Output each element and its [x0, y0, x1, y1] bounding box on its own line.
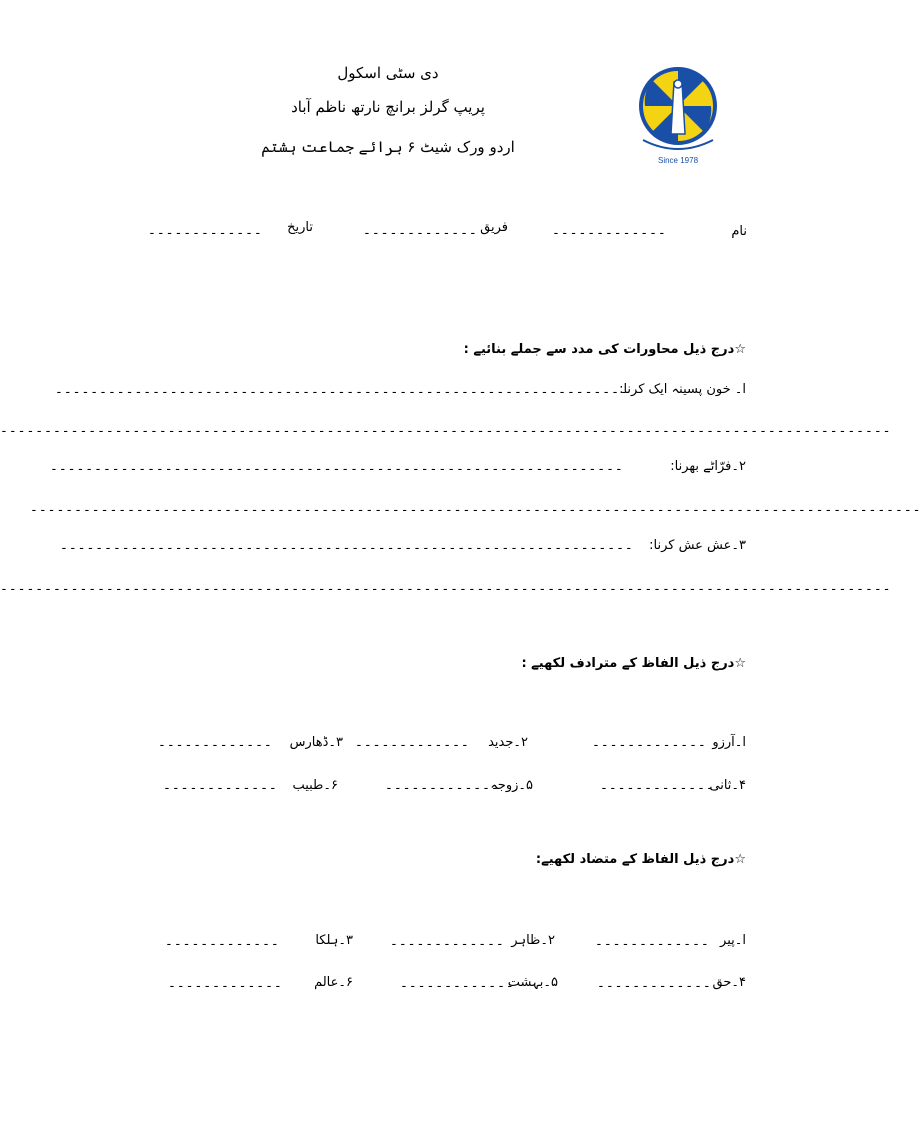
antonym-answer-5[interactable]: ------------- [400, 979, 515, 994]
synonym-word-1: ا۔آرزو [712, 735, 746, 750]
antonym-answer-2[interactable]: ------------- [390, 937, 505, 952]
synonym-word-5: ۵۔زوجہ [490, 778, 533, 793]
synonym-answer-2[interactable]: ------------- [355, 738, 470, 753]
school-logo [637, 62, 719, 172]
antonym-answer-4[interactable]: ------------- [597, 979, 712, 994]
synonym-answer-4[interactable]: ------------- [600, 781, 715, 796]
antonym-word-4: ۴۔حق [712, 975, 746, 990]
antonym-word-2: ۲۔ظاہر [511, 933, 555, 948]
name-label: نام [731, 224, 747, 239]
section-field[interactable]: ------------- [363, 226, 478, 241]
synonym-answer-1[interactable]: ------------- [592, 738, 707, 753]
synonym-word-6: ۶۔طبیب [292, 778, 338, 793]
antonym-answer-1[interactable]: ------------- [595, 937, 710, 952]
section1-heading: ☆درج ذیل محاورات کی مدد سے جملے بنائیے : [463, 342, 746, 357]
synonym-answer-6[interactable]: ------------- [163, 781, 278, 796]
branch-name: پریپ گرلز برانچ نارتھ ناظم آباد [291, 98, 485, 116]
section-label: فریق [480, 220, 508, 235]
date-field[interactable]: ------------- [148, 226, 263, 241]
idiom-1: ا۔ خون پسینہ ایک کرنا: [619, 382, 746, 397]
answer-line-2a[interactable]: ----------------------------------------------------------------- [50, 462, 624, 477]
school-name: دی سٹی اسکول [337, 64, 439, 82]
section2-heading: ☆درج ذیل الفاظ کے مترادف لکھیے : [521, 656, 746, 671]
antonym-word-1: ا۔پیر [720, 933, 746, 948]
name-field[interactable]: ------------- [552, 226, 667, 241]
synonym-word-2: ۲۔جدید [488, 735, 528, 750]
synonym-answer-3[interactable]: ------------- [158, 738, 273, 753]
antonym-word-6: ۶۔عالم [314, 975, 353, 990]
answer-line-2b[interactable]: ----------------------------------------------------------------------------------------------------- [30, 503, 922, 518]
synonym-word-3: ۳۔ڈھارس [289, 735, 343, 750]
antonym-word-3: ۳۔ہلکا [315, 933, 353, 948]
worksheet-title: اردو ورک شیٹ ۶ برائے جماعت ہشتم [261, 138, 515, 156]
date-label: تاریخ [287, 220, 313, 235]
section3-heading: ☆درج ذیل الفاظ کے متضاد لکھیے: [535, 852, 746, 867]
answer-line-1b[interactable]: ----------------------------------------------------------------------------------------------------- [0, 424, 892, 439]
idiom-2: ۲۔فرّاٹے بھرنا: [670, 459, 746, 474]
logo-motto: Since 1978 [657, 156, 699, 165]
synonym-word-4: ۴۔ثانی [709, 778, 746, 793]
answer-line-1a[interactable]: ----------------------------------------------------------------- [55, 385, 629, 400]
answer-line-3a[interactable]: ----------------------------------------------------------------- [60, 541, 634, 556]
synonym-answer-5[interactable]: ------------- [385, 781, 500, 796]
antonym-answer-6[interactable]: ------------- [168, 979, 283, 994]
answer-line-3b[interactable]: ----------------------------------------------------------------------------------------------------- [0, 582, 892, 597]
antonym-answer-3[interactable]: ------------- [165, 937, 280, 952]
antonym-word-5: ۵۔بہشت [507, 975, 558, 990]
idiom-3: ۳۔عش عش کرنا: [649, 538, 746, 553]
